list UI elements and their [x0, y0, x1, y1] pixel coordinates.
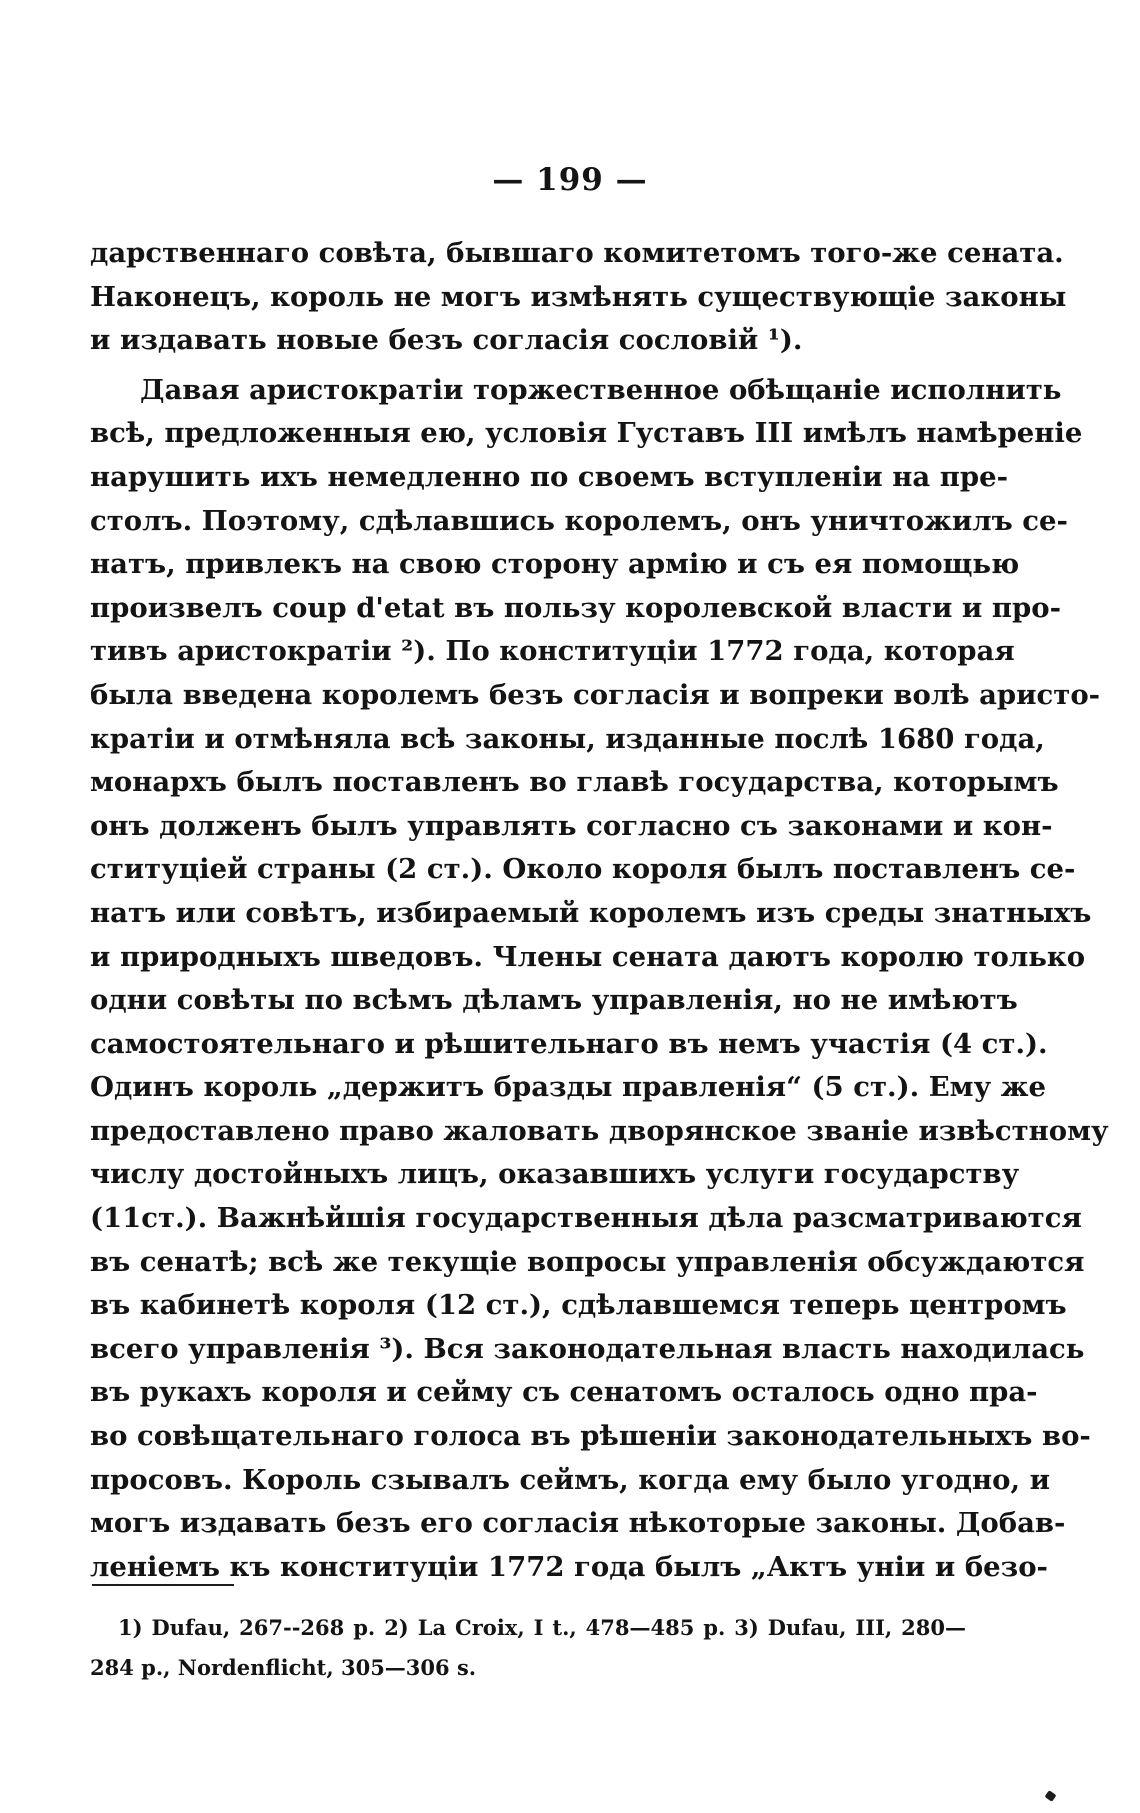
text-line: кратіи и отмѣняла всѣ законы, изданные послѣ 1680 года,	[90, 722, 1045, 755]
footnote-line: 284 p., Nordenflicht, 305—306 s.	[90, 1655, 477, 1680]
text-line: монархъ былъ поставленъ во главѣ государства, которымъ	[90, 766, 1059, 799]
text-line: и издавать новые безъ согласія сословій ¹).	[90, 324, 803, 357]
text-line: онъ долженъ былъ управлять согласно съ законами и кон-	[90, 809, 1053, 842]
text-line: была введена королемъ безъ согласія и вопреки волѣ аристо-	[90, 678, 1101, 711]
text-line: натъ или совѣтъ, избираемый королемъ изъ среды знатныхъ	[90, 896, 1092, 929]
text-line: просовъ. Король сзывалъ сеймъ, когда ему было угодно, и	[90, 1463, 1051, 1496]
text-line: Давая аристократіи торжественное обѣщаніе исполнить	[140, 373, 1062, 406]
text-line: всего управленія ³). Вся законодательная власть находилась	[90, 1332, 1085, 1365]
text-line: числу достойныхъ лицъ, оказавшихъ услуги государству	[90, 1158, 1020, 1191]
text-line: и природныхъ шведовъ. Члены сената даютъ королю только	[90, 940, 1086, 973]
text-line: Наконецъ, король не могъ измѣнять существующіе законы	[90, 280, 1067, 313]
footnote-divider	[92, 1584, 234, 1586]
text-line: предоставлено право жаловать дворянское званіе извѣстному	[90, 1114, 1109, 1147]
text-line: натъ, привлекъ на свою сторону армію и съ ея помощью	[90, 548, 1020, 581]
text-line: въ рукахъ короля и сейму съ сенатомъ осталось одно пра-	[90, 1376, 1038, 1409]
text-line: во совѣщательнаго голоса въ рѣшеніи законодательныхъ во-	[90, 1420, 1091, 1453]
text-line: въ кабинетѣ короля (12 ст.), сдѣлавшемся теперь центромъ	[90, 1289, 1067, 1322]
text-line: самостоятельнаго и рѣшительнаго въ немъ участія (4 ст.).	[90, 1027, 1048, 1060]
page-number: — 199 —	[492, 162, 648, 198]
text-line: въ сенатѣ; всѣ же текущіе вопросы управленія обсуждаются	[90, 1245, 1085, 1278]
footnote-line: 1) Dufau, 267--268 p. 2) La Croix, I t., 478—485 p. 3) Dufau, III, 280—	[118, 1615, 966, 1640]
body-text	[90, 232, 1109, 1589]
text-line: (11ст.). Важнѣйшія государственныя дѣла разсматриваются	[90, 1202, 1082, 1235]
text-line: тивъ аристократіи ²). По конституціи 1772 года, которая	[90, 635, 1015, 668]
footnotes	[90, 1608, 966, 1688]
text-line: всѣ, предложенныя ею, условія Густавъ III имѣлъ намѣреніе	[90, 417, 1083, 450]
text-line: одни совѣты по всѣмъ дѣламъ управленія, но не имѣютъ	[90, 984, 1018, 1017]
text-line: могъ издавать безъ его согласія нѣкоторые законы. Добав-	[90, 1507, 1066, 1540]
text-line: Одинъ король „держитъ бразды правленія“ (5 ст.). Ему же	[90, 1071, 1047, 1104]
text-line: столъ. Поэтому, сдѣлавшись королемъ, онъ уничтожилъ се-	[90, 504, 1068, 537]
text-line: дарственнаго совѣта, бывшаго комитетомъ того-же сената.	[90, 237, 1064, 269]
text-line: леніемъ къ конституціи 1772 года былъ „Актъ уніи и безо-	[90, 1550, 1048, 1583]
text-line: нарушить ихъ немедленно по своемъ вступленіи на пре-	[90, 460, 1009, 493]
text-line: произвелъ coup d'etat въ пользу королевской власти и про-	[90, 591, 1061, 624]
ink-speck-mark	[1045, 1790, 1057, 1802]
text-line: ституціей страны (2 ст.). Около короля былъ поставленъ се-	[90, 853, 1076, 886]
